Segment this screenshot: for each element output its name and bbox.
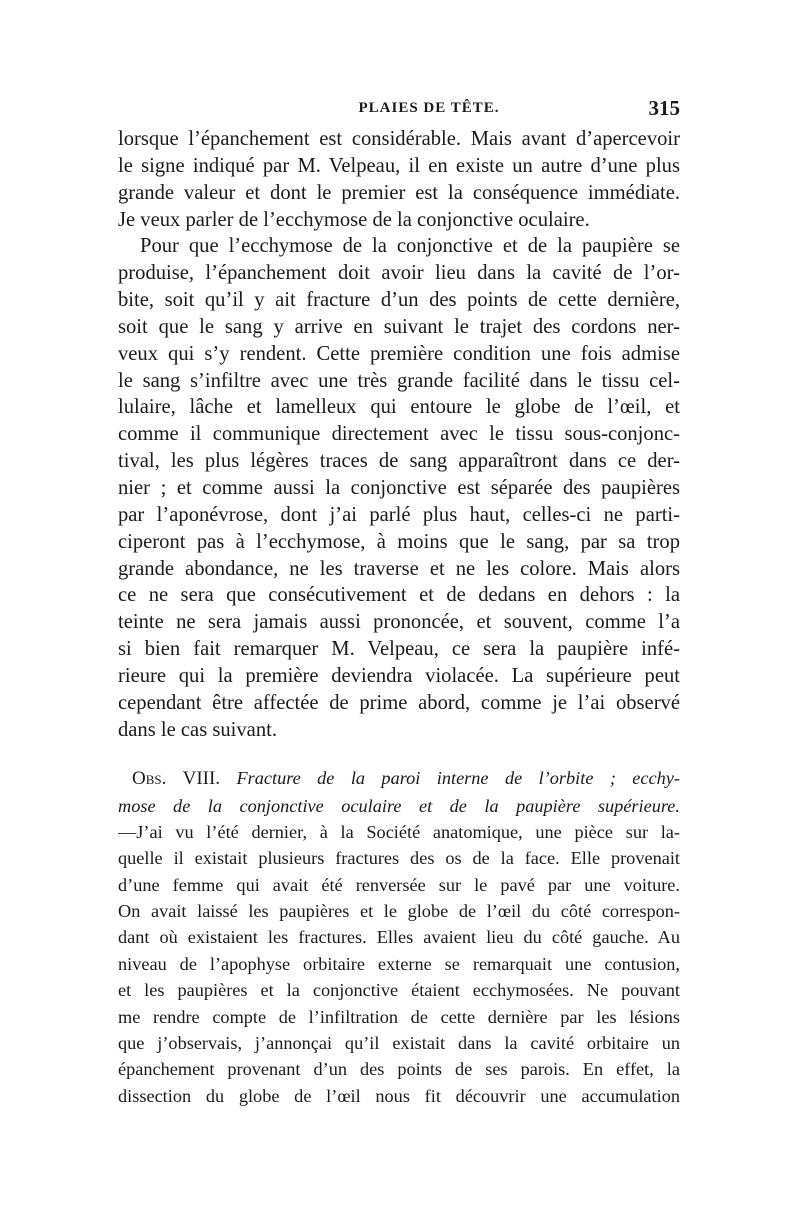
text-line: me rendre compte de l’infiltration de cette dernière par les lésions [118,1006,680,1027]
text-line: ce ne sera que consécutivement et de dedans en dehors : la [118,584,680,607]
paragraph [118,233,680,743]
book-page [118,96,680,1109]
text-line: soit que le sang y arrive en suivant le trajet des cordons ner- [118,315,680,338]
text-line: épanchement provenant d’un des points de ses parois. En effet, la [118,1059,680,1080]
observation-title: Fracture de la paroi interne de l’orbite ; ecchy- [236,768,680,789]
text-line: Pour que l’ecchymose de la conjonctive et de la paupière se [140,235,680,258]
text-line: tival, les plus légères traces de sang apparaîtront dans ce der- [118,450,680,473]
text-line: le signe indiqué par M. Velpeau, il en existe un autre d’une plus [118,154,680,177]
text-line: lorsque l’épanchement est considérable. Mais avant d’apercevoir [118,128,680,150]
text-line: rieure qui la première deviendra violacée. La supérieure peut [118,664,680,687]
text-line: par l’aponévrose, dont j’ai parlé plus haut, celles-ci ne parti- [118,503,680,526]
text-line: dans le cas suivant. [118,718,277,741]
text-line: si bien fait remarquer M. Velpeau, ce sera la paupière infé- [118,638,680,661]
text-line: nier ; et comme aussi la conjonctive est séparée des paupières [118,476,680,499]
observation-label: Obs. VIII. [132,768,221,790]
text-line: ciperont pas à l’ecchymose, à moins que le sang, par sa trop [118,530,680,553]
text-line: bite, soit qu’il y ait fracture d’un des points de cette dernière, [118,289,680,312]
text-line: et les paupières et la conjonctive étaient ecchymosées. Ne pouvant [118,980,680,1001]
text-line: teinte ne sera jamais aussi prononcée, et souvent, comme l’a [118,611,680,634]
observation-block [118,765,680,1108]
text-line: veux qui s’y rendent. Cette première condition une fois admise [118,342,680,365]
observation-title: mose de la conjonctive oculaire et de la paupière supérieure. [118,795,680,816]
page-number: 315 [648,96,680,120]
text-line: On avait laissé les paupières et le globe de l’œil du côté correspon- [118,901,680,922]
text-line: produise, l’épanchement doit avoir lieu dans la cavité de l’or- [118,262,680,285]
text-line: que j’observais, j’annonçai qu’il existait dans la cavité orbitaire un [118,1032,680,1053]
text-line: comme il communique directement avec le tissu sous-conjonc- [118,423,680,446]
page-header [118,96,680,126]
text-line: cependant être affectée de prime abord, comme je l’ai observé [118,691,680,714]
text-line: quelle il existait plusieurs fractures des os de la face. Elle provenait [118,848,680,869]
text-line: dant où existaient les fractures. Elles avaient lieu du côté gauche. Au [118,927,680,948]
running-head: PLAIES DE TÊTE. [358,100,500,116]
text-line: dissection du globe de l’œil nous fit découvrir une accumulation [118,1085,680,1106]
text-line: lulaire, lâche et lamelleux qui entoure le globe de l’œil, et [118,396,680,419]
text-line: —J’ai vu l’été dernier, à la Société anatomique, une pièce sur la- [118,822,680,843]
text-line: d’une femme qui avait été renversée sur le pavé par une voiture. [118,874,680,895]
text-line: niveau de l’apophyse orbitaire externe se remarquait une contusion, [118,953,680,974]
text-line: grande valeur et dont le premier est la conséquence immédiate. [118,181,680,204]
text-line: grande abondance, ne les traverse et ne les colore. Mais alors [118,557,680,580]
body-text [118,126,680,743]
text-line: le sang s’infiltre avec une très grande facilité dans le tissu cel- [118,369,680,392]
paragraph-continued [118,126,680,233]
observation-heading [118,765,680,792]
observation-title-continued [118,793,680,819]
text-line: Je veux parler de l’ecchymose de la conjonctive oculaire. [118,208,590,231]
